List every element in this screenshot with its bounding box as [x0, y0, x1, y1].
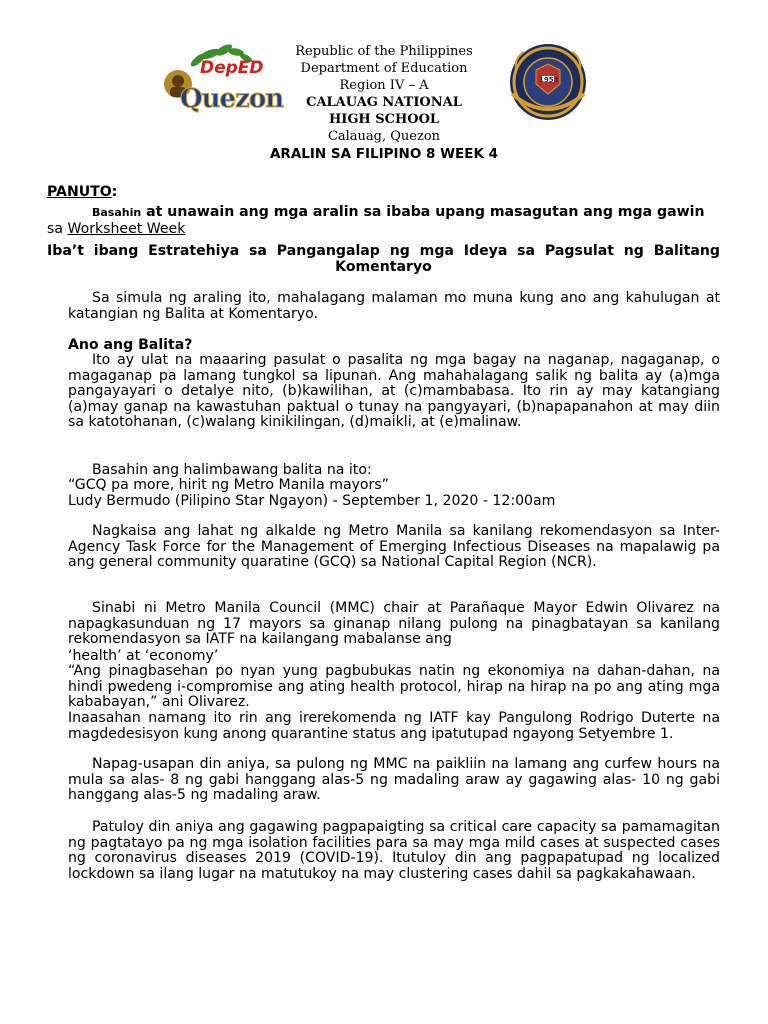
panuto-basahin: Basahin [92, 206, 142, 219]
panuto-line-1 [92, 204, 705, 220]
header-region: Region IV – A [339, 78, 429, 93]
header-school-name-1: CALAUAG NATIONAL [306, 95, 462, 110]
header-deped: Department of Education [300, 61, 468, 76]
document-title: ARALIN SA FILIPINO 8 WEEK 4 [269, 146, 499, 162]
intro-paragraph: Sa simula ng araling ito, mahalagang malaman mo muna kung ano ang kahulugan at katangian ng Balita at Komentaryo. [68, 290, 720, 322]
header-school-name-2: HIGH SCHOOL [328, 112, 440, 127]
news-paragraph-2-after: Inaasahan namang ito rin ang irerekomenda ng IATF kay Pangulong Rodrigo Duterte na magdedesisyon kung anong quarantine status ang ipatutupad ngayong Setyembre 1. [68, 710, 720, 742]
panuto-colon: : [111, 184, 118, 200]
news-paragraph-2: Sinabi ni Metro Manila Council (MMC) chair at Parañaque Mayor Edwin Olivarez na napagkasunduan ng 17 mayors sa ginanap nilang pulong na pinagbatayan sa kanilang rekomendasyon sa IATF na kailangang mabalanse ang [68, 600, 720, 648]
news-paragraph-1: Nagkaisa ang lahat ng alkalde ng Metro Manila sa kanilang rekomendasyon sa Inter-Agency Task Force for the Management of Emerging Infectious Diseases na mapalawig pa ang general community quaratine (GCQ) sa National Capital Region (NCR). [68, 523, 720, 571]
panuto-label: PANUTO [47, 184, 112, 200]
section-title-line-2: Komentaryo [335, 259, 432, 275]
news-paragraph-2-line: ‘health’ at ‘economy’ [68, 648, 219, 664]
quezon-brand-text: Quezon [180, 84, 284, 114]
sample-intro: Basahin ang halimbawang balita na ito: [92, 462, 372, 478]
panuto-heading [47, 184, 117, 200]
sample-headline: “GCQ pa more, hirit ng Metro Manila mayors” [68, 477, 389, 493]
news-paragraph-2-quote: “Ang pinagbasehan po nyan yung pagbubukas natin ng ekonomiya na dahan-dahan, na hindi pwedeng i-compromise ang ating health protocol, hirap na hirap na po ang ating mga kababayan,” ani Olivarez. [68, 663, 720, 711]
seal-year: 1953 [539, 76, 559, 84]
ano-ang-balita-heading: Ano ang Balita? [68, 337, 193, 353]
panuto-line-1-text: at unawain ang mga aralin sa ibaba upang masagutan ang mga gawin [141, 204, 705, 220]
ano-ang-balita-body: Ito ay ulat na maaaring pasulat o pasalita ng mga bagay na naganap, nagaganap, o magaganap pa lamang tungkol sa lipunan. Ang mahahalagang salik ng balita ay (a)mga pangayayari o detalye nito, (b)kawilihan, at (c)mambabasa. Ito rin ay may katangiang (a)may ganap na kawastuhan paktual o tunay na pangyayari, (b)napapanahon at may diin sa katotohanan, (c)walang kinikilingan, (d)maikli, at (e)malinaw. [68, 352, 720, 431]
header-republic: Republic of the Philippines [295, 44, 473, 59]
news-paragraph-4: Patuloy din aniya ang gagawing pagpapaigting sa critical care capacity sa pamamagitan ng pagtatayo pa ng mga isolation facilities para sa may mga mild cases at suspected cases ng coronavirus diseases 2019 (COVID-19). Itutuloy din ang pagpapatupad ng localized lockdown sa ilang lugar na matutukoy na may clustering cases dahil sa pagkakahawaan. [68, 819, 720, 882]
news-paragraph-3: Napag-usapan din aniya, sa pulong ng MMC na paikliin na lamang ang curfew hours na mula sa alas- 8 ng gabi hanggang alas-5 ng madaling araw ay gagawing alas- 10 ng gabi hanggang alas-5 ng madaling araw. [68, 756, 720, 804]
school-header [234, 43, 534, 145]
header-location: Calauag, Quezon [327, 129, 441, 144]
sample-byline: Ludy Bermudo (Pilipino Star Ngayon) - September 1, 2020 - 12:00am [68, 493, 556, 509]
deped-brand-text: DepED [200, 58, 264, 78]
section-title-line-1: Iba’t ibang Estratehiya sa Pangangalap ng mga Ideya sa Pagsulat ng Balitang [47, 243, 720, 259]
panuto-line-2 [47, 221, 185, 237]
panuto-line-2-prefix: sa [47, 221, 68, 237]
worksheet-week-link[interactable]: Worksheet Week [67, 221, 186, 237]
